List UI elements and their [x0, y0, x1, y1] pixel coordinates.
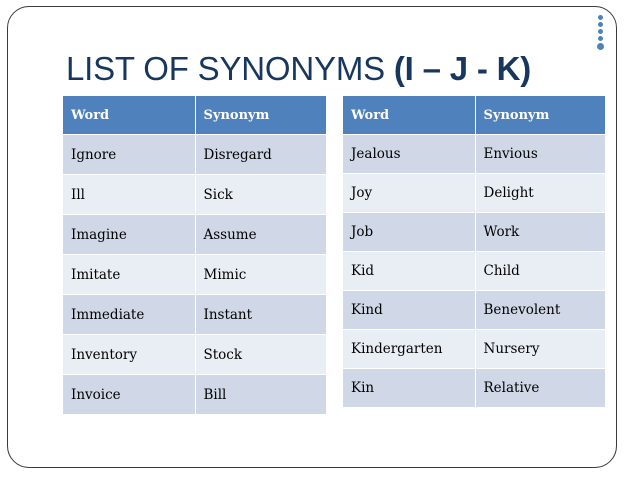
word-cell: Kid: [343, 252, 475, 291]
synonym-table-jk: [343, 96, 606, 407]
synonym-cell: Delight: [475, 174, 606, 213]
table-row: [63, 295, 327, 335]
word-cell: Invoice: [63, 375, 195, 415]
word-cell: Imagine: [63, 215, 195, 255]
synonym-cell: Sick: [195, 175, 327, 215]
word-cell: Joy: [343, 174, 475, 213]
word-cell: Kin: [343, 369, 475, 408]
word-cell: Job: [343, 213, 475, 252]
slide-title: [66, 50, 531, 88]
synonym-cell: Nursery: [475, 330, 606, 369]
title-highlight: (I – J - K): [393, 50, 532, 87]
table-row: [343, 213, 606, 252]
table-row: [63, 175, 327, 215]
table-row: [63, 215, 327, 255]
synonym-cell: Assume: [195, 215, 327, 255]
title-main: LIST OF SYNONYMS: [66, 50, 394, 87]
table-row: [63, 135, 327, 175]
column-header-synonym: Synonym: [195, 96, 327, 135]
dot: [597, 43, 604, 50]
column-header-synonym: Synonym: [475, 96, 606, 135]
word-cell: Immediate: [63, 295, 195, 335]
table-row: [343, 135, 606, 174]
corner-dots-decoration: [598, 15, 606, 52]
dot: [598, 15, 603, 20]
word-cell: Kindergarten: [343, 330, 475, 369]
table-row: [343, 252, 606, 291]
dot: [598, 22, 603, 27]
table-row: [63, 255, 327, 295]
synonym-cell: Mimic: [195, 255, 327, 295]
synonym-cell: Benevolent: [475, 291, 606, 330]
dot: [598, 36, 603, 41]
table-row: [343, 330, 606, 369]
word-cell: Ignore: [63, 135, 195, 175]
word-cell: Kind: [343, 291, 475, 330]
synonym-cell: Instant: [195, 295, 327, 335]
column-header-word: Word: [63, 96, 195, 135]
table-header-row: [63, 96, 327, 135]
synonym-cell: Disregard: [195, 135, 327, 175]
synonym-cell: Envious: [475, 135, 606, 174]
table-row: [343, 369, 606, 408]
table-row: [343, 174, 606, 213]
synonym-table-i: [63, 96, 327, 414]
word-cell: Jealous: [343, 135, 475, 174]
dot: [598, 29, 603, 34]
table-row: [63, 335, 327, 375]
table-row: [343, 291, 606, 330]
word-cell: Ill: [63, 175, 195, 215]
table-header-row: [343, 96, 606, 135]
synonym-cell: Child: [475, 252, 606, 291]
column-header-word: Word: [343, 96, 475, 135]
synonym-cell: Bill: [195, 375, 327, 415]
table-row: [63, 375, 327, 415]
synonym-cell: Relative: [475, 369, 606, 408]
synonym-cell: Stock: [195, 335, 327, 375]
word-cell: Imitate: [63, 255, 195, 295]
synonym-cell: Work: [475, 213, 606, 252]
word-cell: Inventory: [63, 335, 195, 375]
